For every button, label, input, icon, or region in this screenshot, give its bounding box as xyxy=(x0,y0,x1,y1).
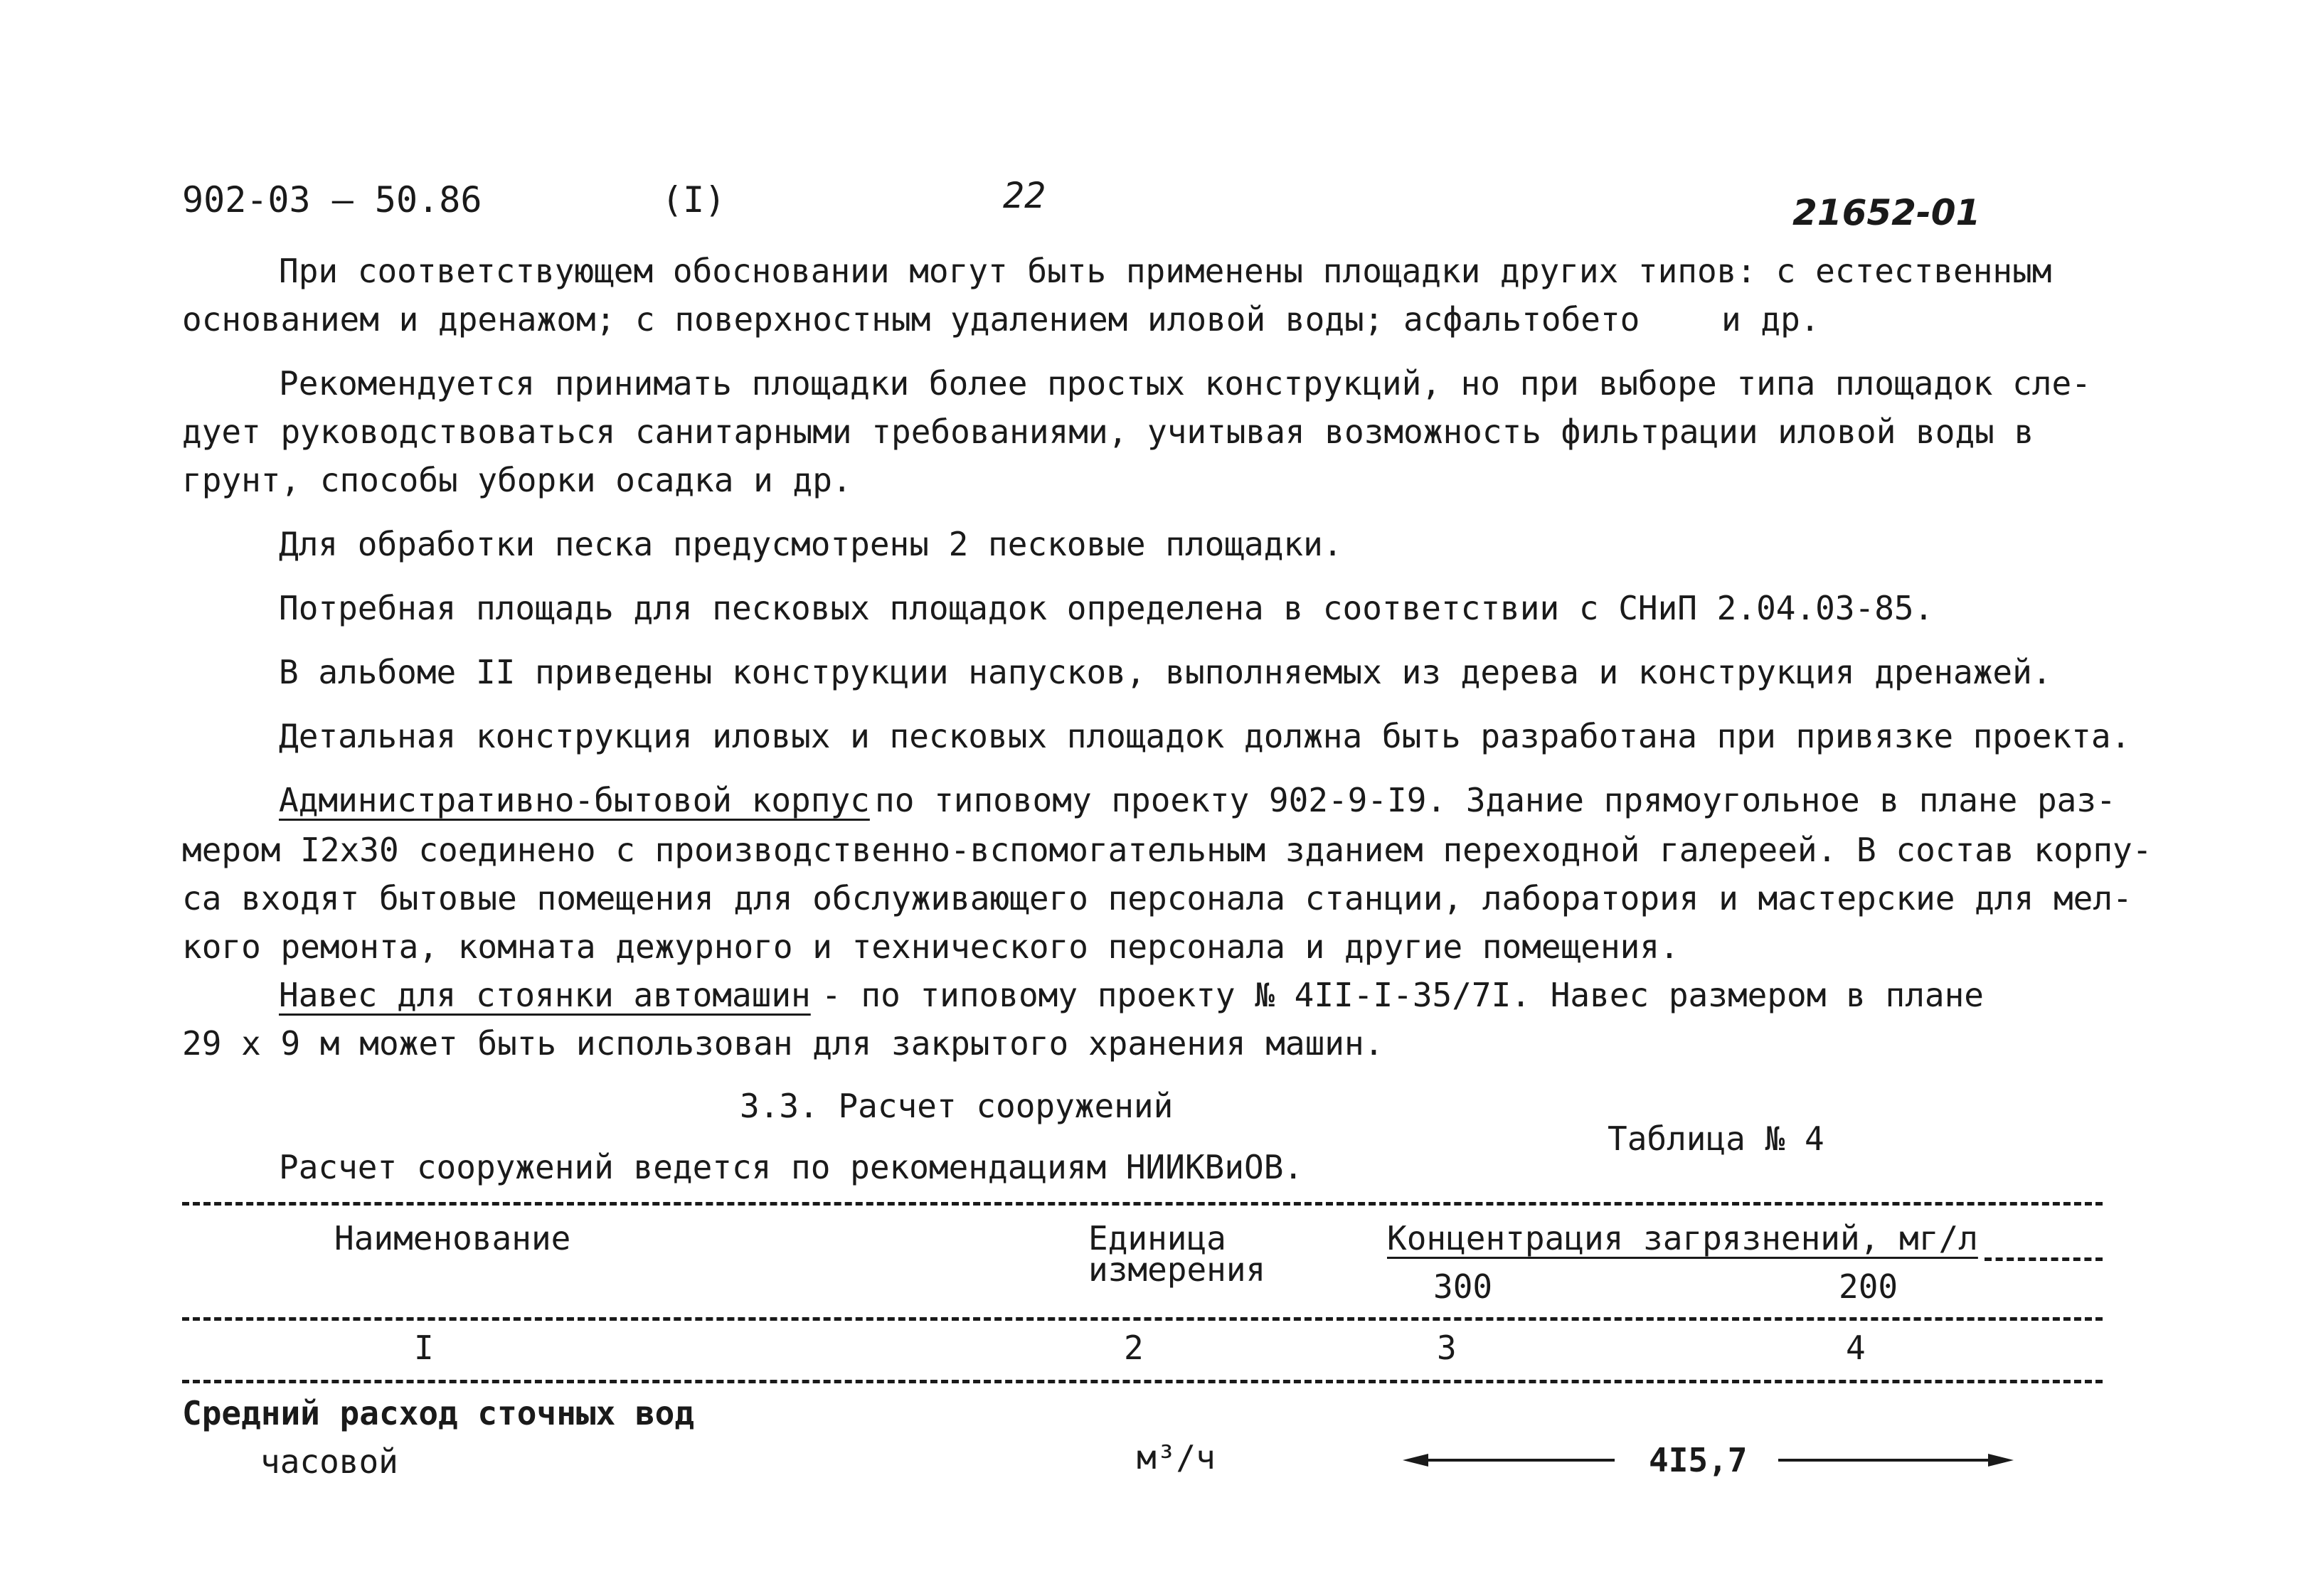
page-number: 22 xyxy=(1003,175,1046,216)
paragraph-2-line-1: Рекомендуется принимать площадки более простых конструкций, но при выборе типа площадок сле- xyxy=(279,364,2091,403)
row-unit: м³/ч xyxy=(1137,1438,1216,1477)
paragraph-2-line-3: грунт, способы уборки осадка и др. xyxy=(182,461,852,499)
row-name: Средний расход сточных вод xyxy=(182,1394,695,1432)
paragraph-8-line-2: 29 х 9 м может быть использован для закрытого хранения машин. xyxy=(182,1024,1384,1063)
paragraph-4: Потребная площадь для песковых площадок определена в соответствии с СНиП 2.04.03-85. xyxy=(279,589,1934,627)
paragraph-7-line-2: мером I2х30 соединено с производственно-вспомогательным зданием переходной галереей. В состав корпу- xyxy=(182,831,2152,869)
paragraph-7-line-3: са входят бытовые помещения для обслуживающего персонала станции, лаборатория и мастерские для мел- xyxy=(182,879,2132,917)
column-number-2: 2 xyxy=(1124,1329,1144,1367)
header-concentration-300: 300 xyxy=(1433,1267,1493,1306)
paragraph-1-line-2: основанием и дренажом; с поверхностным удалением иловой воды; асфальтобето xyxy=(182,300,1640,339)
header-concentration-200: 200 xyxy=(1839,1267,1898,1306)
table-header-rule xyxy=(182,1317,2103,1321)
row-subname: часовой xyxy=(260,1442,398,1481)
table-column-number-rule xyxy=(182,1380,2103,1383)
paragraph-8-title: Навес для стоянки автомашин xyxy=(279,976,811,1014)
paragraph-7-line-1: по типовому проекту 902-9-I9. Здание прямоугольное в плане раз- xyxy=(875,781,2116,819)
row-value: 4I5,7 xyxy=(1649,1441,1748,1479)
column-number-1: I xyxy=(414,1329,434,1367)
paragraph-7-line-4: кого ремонта, комната дежурного и технического персонала и другие помещения. xyxy=(182,927,1679,966)
header-concentration: Концентрация загрязнений, мг/л xyxy=(1387,1219,1978,1257)
section-heading: 3.3. Расчет сооружений xyxy=(740,1087,1174,1125)
header-unit-line-1: Единица xyxy=(1088,1219,1226,1257)
column-number-4: 4 xyxy=(1846,1329,1866,1367)
header-name: Наименование xyxy=(334,1219,571,1257)
paragraph-1-line-1: При соответствующем обосновании могут быть применены площадки других типов: с естественным xyxy=(279,252,2052,290)
paragraph-2-line-2: дует руководствоваться санитарными требованиями, учитывая возможность фильтрации иловой воды в xyxy=(182,413,2034,451)
value-arrow-right-line xyxy=(1778,1459,1992,1462)
paragraph-1-line-2-end: и др. xyxy=(1721,300,1820,339)
paragraph-6: Детальная конструкция иловых и песковых площадок должна быть разработана при привязке проекта. xyxy=(279,717,2131,755)
handwritten-code: 21652-01 xyxy=(1792,192,1981,233)
value-arrow-right-head xyxy=(1988,1454,2014,1467)
header-unit-line-2: измерения xyxy=(1088,1250,1266,1289)
table-top-rule xyxy=(182,1202,2103,1206)
doc-code: 902-03 – 50.86 xyxy=(182,179,482,220)
header-concentration-tail xyxy=(1985,1257,2103,1261)
paragraph-5: В альбоме II приведены конструкции напусков, выполняемых из дерева и конструкция дренажей. xyxy=(279,653,2052,691)
value-arrow-left-line xyxy=(1423,1459,1615,1462)
table-label: Таблица № 4 xyxy=(1608,1119,1824,1158)
section-intro: Расчет сооружений ведется по рекомендациям НИИКВиОВ. xyxy=(279,1148,1304,1186)
paragraph-8-line-1: - по типовому проекту № 4II-I-35/7I. Навес размером в плане xyxy=(822,976,1984,1014)
column-number-3: 3 xyxy=(1437,1329,1457,1367)
paragraph-7-title: Административно-бытовой корпус xyxy=(279,781,870,819)
paragraph-3: Для обработки песка предусмотрены 2 песковые площадки. xyxy=(279,525,1343,563)
album-number: (I) xyxy=(662,179,726,220)
